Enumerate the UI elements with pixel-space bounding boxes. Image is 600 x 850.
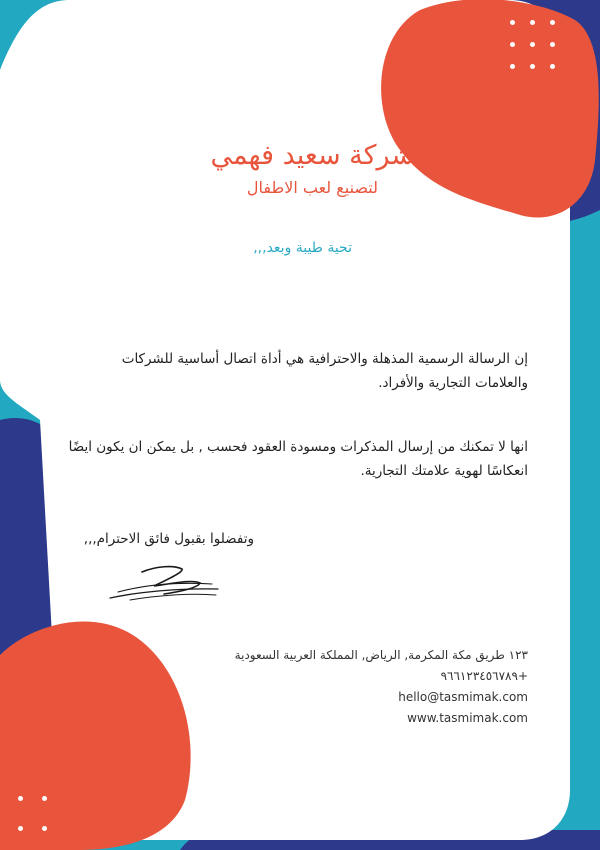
- greeting: تحية طيبة وبعد,,,: [253, 240, 352, 256]
- contact-email[interactable]: hello@tasmimak.com: [398, 690, 528, 704]
- body-paragraph-2: انها لا تمكنك من إرسال المذكرات ومسودة العقود فحسب , بل يمكن ان يكون ايضًا انعكاسًا لهوية علامتك التجارية.: [68, 439, 528, 479]
- contact-phone: +٩٦٦١٢٣٤٥٦٧٨٩: [440, 669, 528, 683]
- body-paragraph-1: إن الرسالة الرسمية المذهلة والاحترافية هي أداة اتصال أساسية للشركات والعلامات التجارية والأفراد.: [121, 351, 528, 391]
- company-tagline: لتصنيع لعب الاطفال: [246, 178, 378, 197]
- contact-address: ١٢٣ طريق مكة المكرمة, الرياض, المملكة العربية السعودية: [234, 648, 528, 662]
- company-name: شركة سعيد فهمي: [210, 140, 414, 171]
- signature-image: [108, 562, 220, 604]
- closing-line: وتفضلوا بقبول فائق الاحترام,,,: [83, 531, 254, 547]
- contact-website[interactable]: www.tasmimak.com: [407, 711, 528, 725]
